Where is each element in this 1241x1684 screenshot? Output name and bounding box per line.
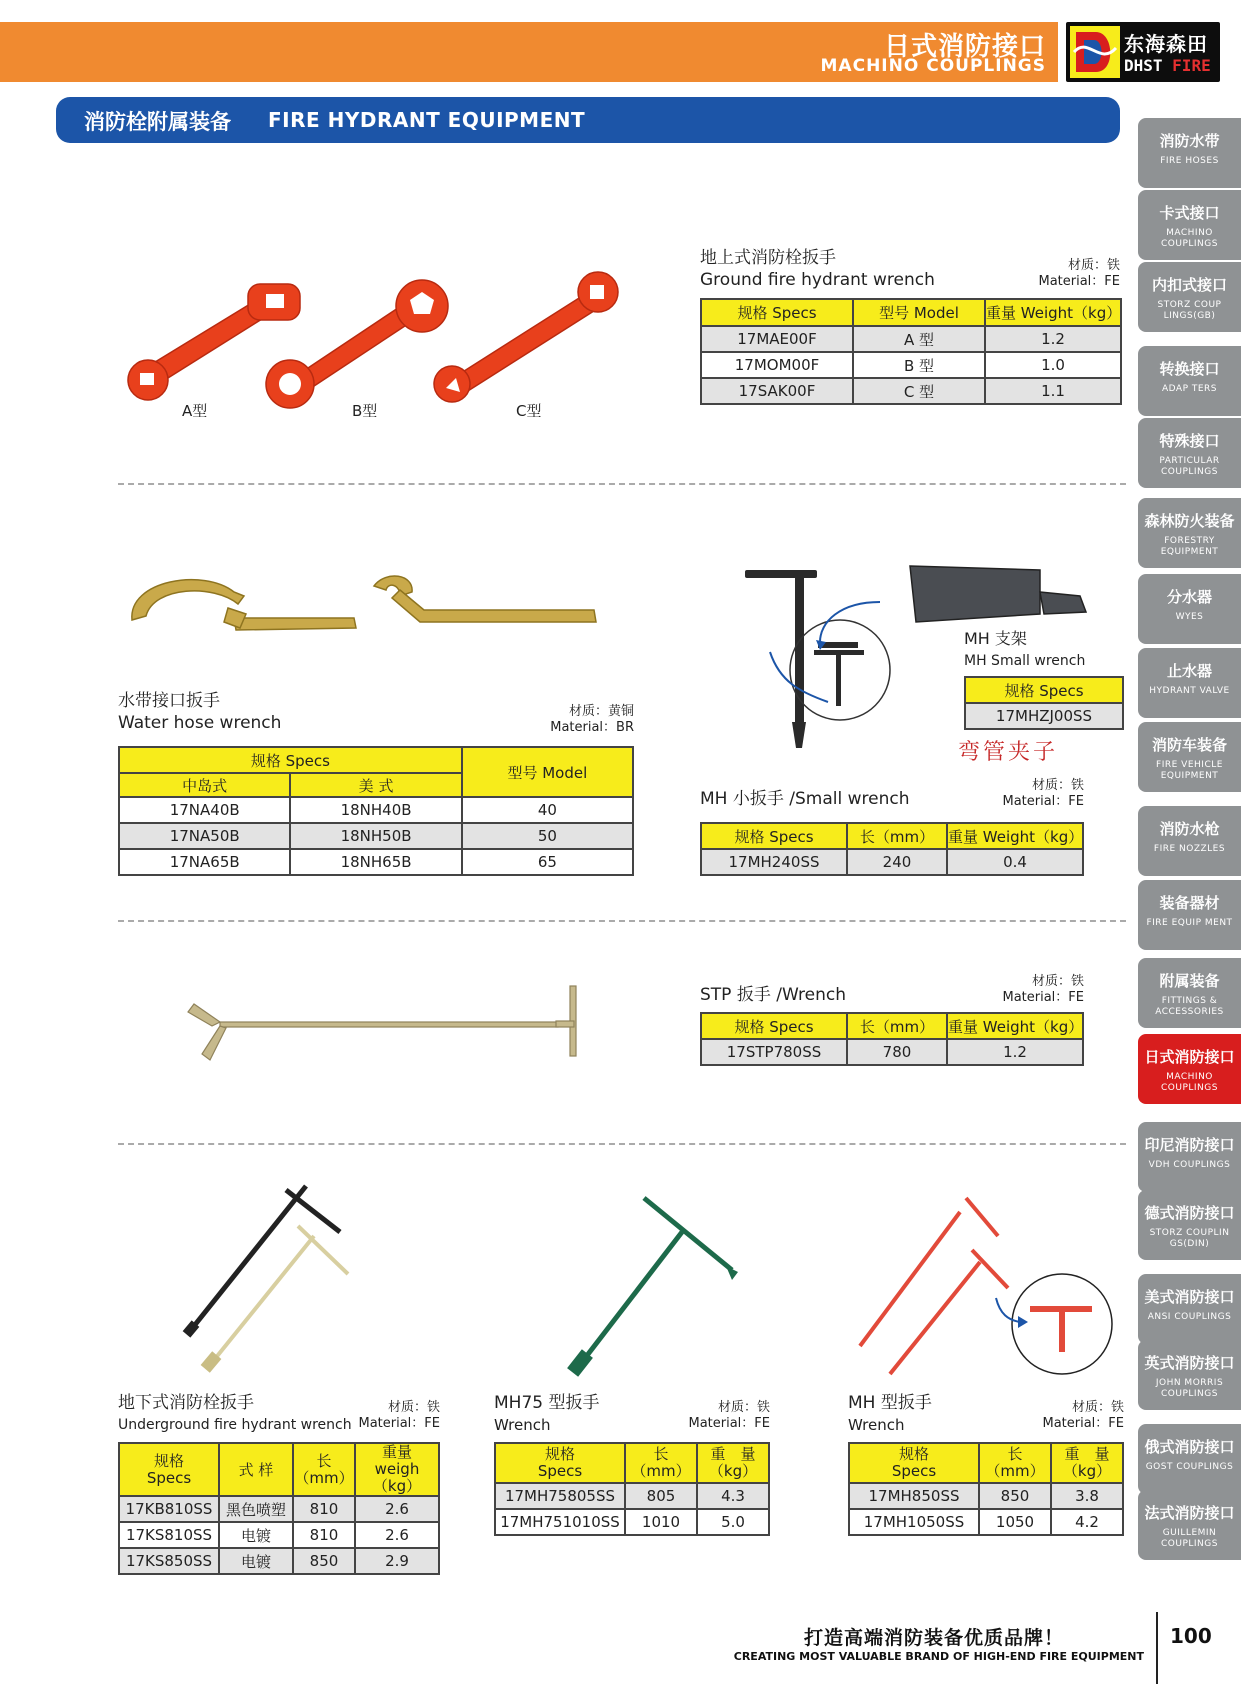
table-cell: 4.2 xyxy=(1051,1509,1123,1535)
table-cell: 17KS850SS xyxy=(119,1548,219,1574)
table-header: 长（mm） xyxy=(847,823,947,849)
table-row xyxy=(119,1548,439,1574)
mh-small-wrench-material-cn: 材质：铁 xyxy=(1031,778,1084,793)
sidebar-tab-sublabel: FIRE VEHICLE EQUIPMENT xyxy=(1156,760,1223,781)
stp-wrench-spec-table xyxy=(700,1012,1084,1066)
page-number: 100 xyxy=(1170,1624,1212,1648)
sidebar-tab[interactable] xyxy=(1138,806,1241,876)
table-row xyxy=(849,1483,1123,1509)
table-cell: 1.0 xyxy=(985,352,1121,378)
table-header-line: （kg） xyxy=(708,1462,758,1480)
table-cell: 0.4 xyxy=(947,849,1083,875)
table-cell: 17MAE00F xyxy=(701,326,853,352)
ground-wrench-material-cn: 材质：铁 xyxy=(1067,258,1120,273)
table-header xyxy=(697,1443,769,1483)
table-cell: 18NH40B xyxy=(290,797,461,823)
table-header-line: 重 量 xyxy=(1064,1445,1110,1463)
table-cell: 17MH850SS xyxy=(849,1483,979,1509)
mh75-wrench-title-en: Wrench xyxy=(494,1416,551,1434)
table-cell: 1.1 xyxy=(985,378,1121,404)
sidebar-tab-sublabel: FIRE EQUIP MENT xyxy=(1146,918,1233,928)
table-cell: 805 xyxy=(625,1483,697,1509)
underground-wrench-image xyxy=(180,1184,370,1374)
table-header xyxy=(625,1443,697,1483)
sidebar-tab[interactable] xyxy=(1138,498,1241,568)
table-cell: 780 xyxy=(847,1039,947,1065)
mh-type-wrench-material-en: Material：FE xyxy=(1042,1416,1124,1431)
sidebar-tab[interactable] xyxy=(1138,1490,1241,1560)
sidebar-tab-label: 内扣式接口 xyxy=(1151,276,1227,294)
table-header: 规格 Specs xyxy=(701,1013,847,1039)
mh75-wrench-material xyxy=(650,1400,770,1432)
table-cell: 1.2 xyxy=(947,1039,1083,1065)
sidebar-tab[interactable] xyxy=(1138,1122,1241,1192)
table-header: 规格 Specs xyxy=(701,823,847,849)
sidebar-tab-sublabel: ANSI COUPLINGS xyxy=(1147,1312,1232,1322)
ground-wrench-title-en: Ground fire hydrant wrench xyxy=(700,270,935,290)
underground-wrench-spec-table xyxy=(118,1442,440,1575)
table-cell: 17NA40B xyxy=(119,797,290,823)
table-cell: 18NH65B xyxy=(290,849,461,875)
table-row xyxy=(701,1039,1083,1065)
table-cell: 40 xyxy=(462,797,633,823)
sidebar-tab-label: 卡式接口 xyxy=(1159,204,1220,222)
table-cell: 810 xyxy=(293,1522,355,1548)
sidebar-tab[interactable] xyxy=(1138,418,1241,488)
sidebar-tab-sublabel: GOST COUPLINGS xyxy=(1145,1462,1234,1472)
sidebar-tab-label: 俄式消防接口 xyxy=(1144,1438,1235,1456)
variant-label-b: B型 xyxy=(352,402,378,420)
mh-type-wrench-spec-table xyxy=(848,1442,1124,1536)
mh75-wrench-material-en: Material：FE xyxy=(688,1416,770,1431)
header-title-en: MACHINO COUPLINGS xyxy=(820,56,1046,76)
sidebar-tab[interactable] xyxy=(1138,880,1241,950)
hose-wrench-title xyxy=(118,690,281,734)
table-cell: 2.6 xyxy=(355,1522,439,1548)
underground-wrench-material-en: Material：FE xyxy=(358,1416,440,1431)
sidebar-tab[interactable] xyxy=(1138,262,1241,332)
table-row xyxy=(701,849,1083,875)
mh75-wrench-spec-table xyxy=(494,1442,770,1536)
table-header xyxy=(119,1443,219,1496)
mh-bracket-title-en: MH Small wrench xyxy=(964,653,1086,669)
sidebar-tab-label: 消防水枪 xyxy=(1159,820,1220,838)
ground-wrench-image xyxy=(120,280,640,420)
table-header-line: 规格 xyxy=(544,1445,575,1463)
table-header-line: （kg） xyxy=(1062,1462,1112,1480)
ground-wrench-material xyxy=(1000,258,1120,290)
table-header xyxy=(293,1443,355,1496)
mh-small-wrench-material-en: Material：FE xyxy=(1002,794,1084,809)
sidebar-tab-label: 日式消防接口 xyxy=(1144,1048,1235,1066)
table-header: 规格 Specs xyxy=(965,677,1123,703)
footer-slogan-en: CREATING MOST VALUABLE BRAND OF HIGH-END FIRE EQUIPMENT xyxy=(733,1650,1144,1663)
table-cell: 电镀 xyxy=(219,1548,293,1574)
sidebar-tab-sublabel: STORZ COUPLIN GS(DIN) xyxy=(1149,1228,1230,1249)
sidebar-tab-label: 印尼消防接口 xyxy=(1144,1136,1235,1154)
table-cell: 18NH50B xyxy=(290,823,461,849)
logo-text-en-b: FIRE xyxy=(1172,56,1211,75)
table-cell: 850 xyxy=(293,1548,355,1574)
table-header-line: weigh（kg） xyxy=(372,1460,422,1495)
footer-slogan-cn: 打造高端消防装备优质品牌！ xyxy=(803,1627,1064,1649)
sidebar-tab-sublabel: JOHN MORRIS COUPLINGS xyxy=(1155,1378,1224,1399)
sidebar-tab[interactable] xyxy=(1138,1424,1241,1494)
table-cell: 17KS810SS xyxy=(119,1522,219,1548)
hose-wrench-material-en: Material：BR xyxy=(550,720,634,735)
table-cell: 3.8 xyxy=(1051,1483,1123,1509)
sidebar-tab-sublabel: VDH COUPLINGS xyxy=(1148,1160,1231,1170)
hose-wrench-material xyxy=(514,704,634,736)
sidebar-tab-label: 英式消防接口 xyxy=(1144,1354,1235,1372)
sidebar-tab-sublabel: FIRE NOZZLES xyxy=(1153,844,1226,854)
sidebar-tab[interactable] xyxy=(1138,118,1241,188)
underground-wrench-material xyxy=(320,1400,440,1432)
pipe-clamp-stamp: 弯管夹子 xyxy=(958,740,1059,765)
sidebar-tab-label: 美式消防接口 xyxy=(1144,1288,1235,1306)
sidebar-tab-sublabel: PARTICULAR COUPLINGS xyxy=(1159,456,1220,477)
mh-small-wrench-spec-table xyxy=(700,822,1084,876)
sidebar-tab-label: 止水器 xyxy=(1166,662,1212,680)
ground-wrench-title-cn: 地上式消防栓扳手 xyxy=(700,248,836,268)
sidebar-tab-label: 消防水带 xyxy=(1159,132,1220,150)
sidebar-tab-label: 装备器材 xyxy=(1159,894,1220,912)
table-cell: 1010 xyxy=(625,1509,697,1535)
sidebar-tab[interactable] xyxy=(1138,1190,1241,1260)
hose-wrench-title-en: Water hose wrench xyxy=(118,713,282,733)
table-header-line: 规格 xyxy=(898,1445,929,1463)
hose-wrench-image xyxy=(124,570,604,650)
table-header-line: 重 量 xyxy=(710,1445,756,1463)
table-cell: 810 xyxy=(293,1496,355,1522)
ground-wrench-spec-table xyxy=(700,298,1122,405)
sidebar-tab-sublabel: HYDRANT VALVE xyxy=(1149,686,1230,696)
table-header: 中岛式 xyxy=(119,773,290,797)
table-cell: 17SAK00F xyxy=(701,378,853,404)
table-header-line: （mm） xyxy=(985,1462,1045,1480)
table-cell: 17KB810SS xyxy=(119,1496,219,1522)
sidebar-tab-label: 分水器 xyxy=(1166,588,1212,606)
table-header xyxy=(355,1443,439,1496)
mh-type-wrench-image xyxy=(850,1196,1120,1386)
section-title-en: FIRE HYDRANT EQUIPMENT xyxy=(268,108,586,132)
table-header: 型号 Model xyxy=(853,299,985,326)
table-cell: 17NA65B xyxy=(119,849,290,875)
table-header xyxy=(849,1443,979,1483)
sidebar-tab-sublabel: MACHINO COUPLINGS xyxy=(1161,1072,1218,1093)
table-header-line: 长 xyxy=(1007,1445,1023,1463)
table-cell: 850 xyxy=(979,1483,1051,1509)
header-bar xyxy=(0,22,1058,82)
sidebar-tab-sublabel: FIRE HOSES xyxy=(1160,156,1219,166)
table-row xyxy=(965,703,1123,729)
header-title-cn: 日式消防接口 xyxy=(883,32,1046,62)
stp-wrench-material xyxy=(964,974,1084,1006)
table-cell: 1050 xyxy=(979,1509,1051,1535)
hose-wrench-material-cn: 材质：黄铜 xyxy=(568,704,634,719)
table-row xyxy=(119,1496,439,1522)
ground-wrench-title xyxy=(700,247,935,291)
stp-wrench-title: STP 扳手 /Wrench xyxy=(700,985,846,1005)
sidebar-tab-sublabel: FITTINGS & ACCESSORIES xyxy=(1155,996,1224,1017)
sidebar-tab[interactable] xyxy=(1138,346,1241,416)
brand-logo xyxy=(1066,22,1220,82)
underground-wrench-title xyxy=(118,1392,352,1436)
table-cell: 17NA50B xyxy=(119,823,290,849)
table-header: 式 样 xyxy=(219,1443,293,1496)
sidebar-tab-sublabel: MACHINO COUPLINGS xyxy=(1161,228,1218,249)
table-header: 规格 Specs xyxy=(701,299,853,326)
sidebar-tab-sublabel: GUILLEMIN COUPLINGS xyxy=(1161,1528,1218,1549)
table-cell: 电镀 xyxy=(219,1522,293,1548)
sidebar-tab-sublabel: FORESTRY EQUIPMENT xyxy=(1160,536,1219,557)
table-cell: 240 xyxy=(847,849,947,875)
mh-type-wrench-title-cn: MH 型扳手 xyxy=(848,1393,932,1413)
table-row xyxy=(701,326,1121,352)
sidebar-tab[interactable] xyxy=(1138,1340,1241,1410)
table-header: 美 式 xyxy=(290,773,461,797)
mh-small-wrench-title: MH 小扳手 /Small wrench xyxy=(700,789,910,809)
table-header: 重量 Weight（kg） xyxy=(947,823,1083,849)
underground-wrench-title-cn: 地下式消防栓扳手 xyxy=(118,1393,254,1413)
sidebar-tab-sublabel: STORZ COUP LINGS(GB) xyxy=(1157,300,1222,321)
table-header-line: （mm） xyxy=(631,1462,691,1480)
section-title-bar xyxy=(56,97,1120,143)
section-divider xyxy=(118,920,1126,922)
table-cell: 1.2 xyxy=(985,326,1121,352)
sidebar-tab[interactable] xyxy=(1138,1274,1241,1344)
sidebar-tab-label: 附属装备 xyxy=(1159,972,1220,990)
underground-wrench-title-en: Underground fire hydrant wrench xyxy=(118,1417,352,1433)
table-cell: 17STP780SS xyxy=(701,1039,847,1065)
table-row xyxy=(701,352,1121,378)
section-title-cn: 消防栓附属装备 xyxy=(84,110,231,134)
table-header-line: 重量 xyxy=(381,1443,412,1461)
ground-wrench-material-en: Material：FE xyxy=(1038,274,1120,289)
table-cell: 5.0 xyxy=(697,1509,769,1535)
logo-mark-icon xyxy=(1070,26,1120,78)
stp-wrench-material-cn: 材质：铁 xyxy=(1031,974,1084,989)
table-row xyxy=(849,1509,1123,1535)
mh75-wrench-material-cn: 材质：铁 xyxy=(717,1400,770,1415)
table-header xyxy=(979,1443,1051,1483)
mh-bracket-title xyxy=(964,628,1085,672)
table-row xyxy=(495,1509,769,1535)
section-divider xyxy=(118,1143,1126,1145)
logo-text-cn: 东海森田 xyxy=(1124,32,1208,56)
table-cell: 17MH75805SS xyxy=(495,1483,625,1509)
table-row xyxy=(119,1522,439,1548)
mh75-wrench-title xyxy=(494,1392,600,1436)
mh75-wrench-image xyxy=(556,1194,746,1384)
sidebar-tab-label: 森林防火装备 xyxy=(1144,512,1235,530)
table-header-line: （mm） xyxy=(294,1468,354,1487)
mh-type-wrench-title-en: Wrench xyxy=(848,1416,905,1434)
hose-wrench-spec-table xyxy=(118,746,634,876)
table-cell: 2.6 xyxy=(355,1496,439,1522)
footer-divider xyxy=(1156,1612,1158,1684)
table-header: 重量 Weight（kg） xyxy=(985,299,1121,326)
table-row xyxy=(495,1483,769,1509)
sidebar-tab[interactable] xyxy=(1138,958,1241,1028)
underground-wrench-material-cn: 材质：铁 xyxy=(387,1400,440,1415)
table-row xyxy=(119,849,633,875)
table-header-line: 规格 xyxy=(153,1451,184,1470)
table-header-line: 长 xyxy=(316,1451,332,1470)
variant-label-a: A型 xyxy=(182,402,208,420)
table-row xyxy=(119,797,633,823)
sidebar-tab-label: 转换接口 xyxy=(1159,360,1220,378)
table-cell: B 型 xyxy=(853,352,985,378)
variant-label-c: C型 xyxy=(516,402,542,420)
table-header-line: Specs xyxy=(891,1462,937,1480)
table-header-line: Specs xyxy=(146,1468,192,1487)
table-header-line: Specs xyxy=(537,1462,583,1480)
table-header: 重量 Weight（kg） xyxy=(947,1013,1083,1039)
table-row xyxy=(119,823,633,849)
sidebar-tab-label: 德式消防接口 xyxy=(1144,1204,1235,1222)
mh75-wrench-title-cn: MH75 型扳手 xyxy=(494,1393,600,1413)
stp-wrench-image xyxy=(180,984,600,1074)
table-cell: 2.9 xyxy=(355,1548,439,1574)
sidebar-tab-sublabel: WYES xyxy=(1175,612,1204,622)
hose-wrench-title-cn: 水带接口扳手 xyxy=(118,691,220,711)
sidebar-tab-label: 法式消防接口 xyxy=(1144,1504,1235,1522)
mh-type-wrench-material xyxy=(1004,1400,1124,1432)
mh-type-wrench-material-cn: 材质：铁 xyxy=(1071,1400,1124,1415)
table-header xyxy=(1051,1443,1123,1483)
mh-bracket-spec-table xyxy=(964,676,1124,730)
section-divider xyxy=(118,483,1126,485)
table-cell: 17MHZJ00SS xyxy=(965,703,1123,729)
table-header: 型号 Model xyxy=(462,747,633,797)
table-cell: 17MH751010SS xyxy=(495,1509,625,1535)
table-cell: 17MOM00F xyxy=(701,352,853,378)
sidebar-tab[interactable] xyxy=(1138,1034,1241,1104)
stp-wrench-material-en: Material：FE xyxy=(1002,990,1084,1005)
table-cell: 65 xyxy=(462,849,633,875)
sidebar-tab[interactable] xyxy=(1138,190,1241,260)
table-cell: 50 xyxy=(462,823,633,849)
table-cell: A 型 xyxy=(853,326,985,352)
table-header-line: 长 xyxy=(653,1445,669,1463)
logo-text-en xyxy=(1124,56,1211,75)
table-cell: C 型 xyxy=(853,378,985,404)
table-cell: 黑色喷塑 xyxy=(219,1496,293,1522)
sidebar-tab-sublabel: ADAP TERS xyxy=(1161,384,1218,394)
sidebar-tab-label: 特殊接口 xyxy=(1159,432,1220,450)
table-row xyxy=(701,378,1121,404)
mh-bracket-title-cn: MH 支架 xyxy=(964,629,1027,648)
table-cell: 17MH240SS xyxy=(701,849,847,875)
mh-small-wrench-material xyxy=(964,778,1084,810)
mh-type-wrench-title xyxy=(848,1392,932,1436)
logo-text-en-a: DHST xyxy=(1124,56,1163,75)
sidebar-tab-label: 消防车装备 xyxy=(1151,736,1227,754)
table-cell: 17MH1050SS xyxy=(849,1509,979,1535)
table-header: 规格 Specs xyxy=(119,747,462,773)
table-cell: 4.3 xyxy=(697,1483,769,1509)
table-header: 长（mm） xyxy=(847,1013,947,1039)
table-header xyxy=(495,1443,625,1483)
